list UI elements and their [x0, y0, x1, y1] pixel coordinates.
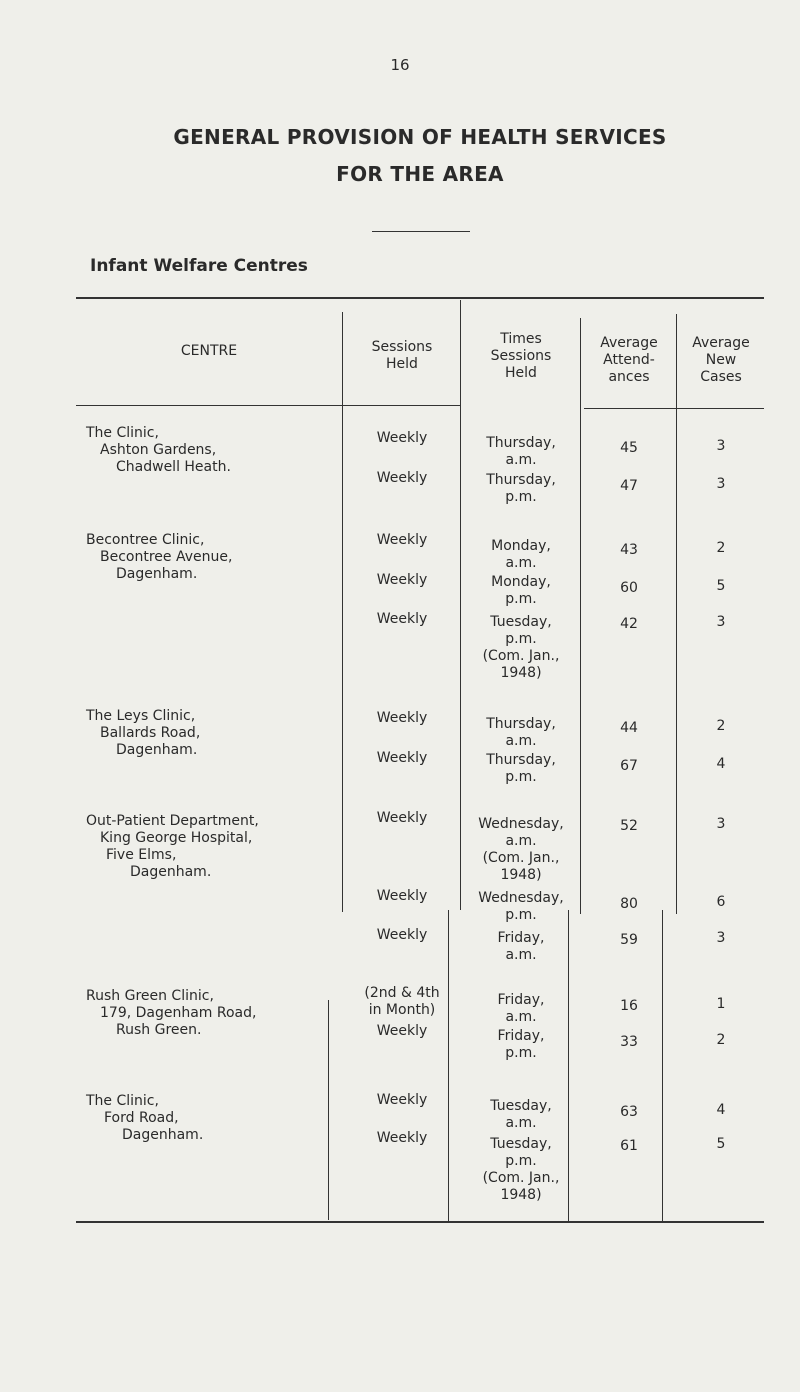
- table-header-rule-right: [584, 408, 764, 409]
- column-divider: [568, 910, 569, 1221]
- column-divider: [580, 318, 581, 914]
- column-divider: [328, 1000, 329, 1220]
- column-divider: [448, 910, 449, 1221]
- column-divider: [342, 312, 343, 912]
- header-centre: CENTRE: [180, 343, 238, 359]
- column-divider: [662, 910, 663, 1221]
- table-header-rule-left: [76, 405, 460, 406]
- page-title-line-2: FOR THE AREA: [336, 162, 504, 186]
- table-bottom-rule: [76, 1221, 764, 1223]
- header-sessions-held: Sessions Held: [371, 339, 433, 372]
- column-divider: [676, 314, 677, 914]
- title-divider: [372, 231, 470, 232]
- header-average-attendances: Average Attend- ances: [600, 335, 658, 385]
- column-divider: [460, 300, 461, 910]
- table-top-rule: [76, 297, 764, 299]
- section-heading: Infant Welfare Centres: [90, 256, 308, 276]
- header-times-sessions-held: Times Sessions Held: [490, 331, 552, 381]
- page-number: 16: [390, 56, 410, 74]
- page-title-line-1: GENERAL PROVISION OF HEALTH SERVICES: [173, 125, 667, 149]
- header-average-new-cases: Average New Cases: [692, 335, 750, 385]
